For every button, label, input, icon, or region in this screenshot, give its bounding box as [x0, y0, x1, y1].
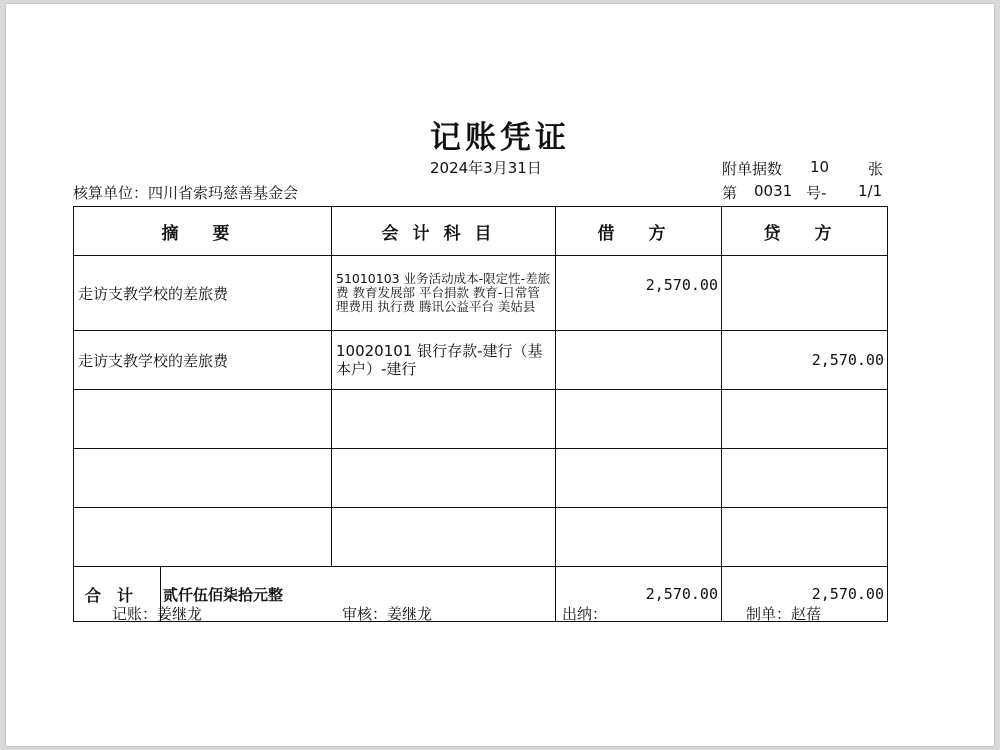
- row-account: [332, 449, 556, 508]
- preparer-label: 制单：: [746, 605, 792, 623]
- total-credit: 2,570.00: [722, 567, 888, 622]
- total-label: 合计: [74, 567, 161, 621]
- accounting-unit: [73, 182, 298, 203]
- row-account: 10020101 银行存款-建行（基本户）-建行: [332, 331, 556, 390]
- voucher-number: 0031: [754, 182, 793, 200]
- page-indicator: 1/1: [858, 182, 883, 200]
- number-suffix: 号-: [806, 184, 827, 202]
- row-debit: [556, 390, 722, 449]
- reviewer-signature: [342, 603, 432, 624]
- row-account: [332, 508, 556, 567]
- table-header-row: [74, 207, 888, 256]
- preparer-name: 赵蓓: [791, 605, 822, 623]
- attachments-count: 10: [810, 158, 830, 176]
- table-row: [74, 331, 888, 390]
- cashier-label: 出纳：: [562, 605, 608, 623]
- row-debit: [556, 331, 722, 390]
- reviewer-label: 审核：: [342, 605, 388, 623]
- row-summary: 走访支教学校的差旅费: [74, 331, 332, 390]
- row-credit: [722, 449, 888, 508]
- number-prefix: 第: [722, 184, 738, 202]
- table-row: [74, 508, 888, 567]
- bookkeeper-name: 姜继龙: [157, 605, 203, 623]
- row-credit: [722, 256, 888, 331]
- row-account: [332, 390, 556, 449]
- table-row: [74, 449, 888, 508]
- row-credit: 2,570.00: [722, 331, 888, 390]
- row-account: 51010103 业务活动成本-限定性-差旅费 教育发展部 平台捐款 教育-日常管理费用 执行费 腾讯公益平台 美姑县: [332, 256, 556, 331]
- row-summary: 走访支教学校的差旅费: [74, 256, 332, 331]
- bookkeeper-label: 记账：: [112, 605, 158, 623]
- unit-label: 核算单位：: [73, 184, 149, 202]
- total-amount-words: 贰仟伍佰柒拾元整: [163, 585, 284, 604]
- bookkeeper-signature: [112, 603, 202, 624]
- total-debit: 2,570.00: [556, 567, 722, 622]
- table-row: [74, 390, 888, 449]
- voucher-date: 2024年3月31日: [430, 159, 542, 177]
- row-debit: [556, 508, 722, 567]
- attachments-label: 附单据数: [722, 160, 783, 178]
- row-debit: [556, 449, 722, 508]
- row-summary: [74, 449, 332, 508]
- cashier-signature: [562, 603, 607, 624]
- voucher-table: [73, 206, 888, 622]
- row-summary: [74, 508, 332, 567]
- unit-name: 四川省索玛慈善基金会: [148, 184, 299, 202]
- row-debit: 2,570.00: [556, 256, 722, 331]
- header-credit: 贷 方: [722, 207, 888, 256]
- header-account: 会计科目: [332, 207, 556, 256]
- voucher-title: 记账凭证: [430, 120, 570, 156]
- attachments-unit: 张: [868, 160, 884, 178]
- reviewer-name: 姜继龙: [387, 605, 433, 623]
- header-summary: 摘 要: [74, 207, 332, 256]
- row-credit: [722, 390, 888, 449]
- row-summary: [74, 390, 332, 449]
- row-credit: [722, 508, 888, 567]
- header-debit: 借 方: [556, 207, 722, 256]
- table-row: [74, 256, 888, 331]
- preparer-signature: [746, 603, 821, 624]
